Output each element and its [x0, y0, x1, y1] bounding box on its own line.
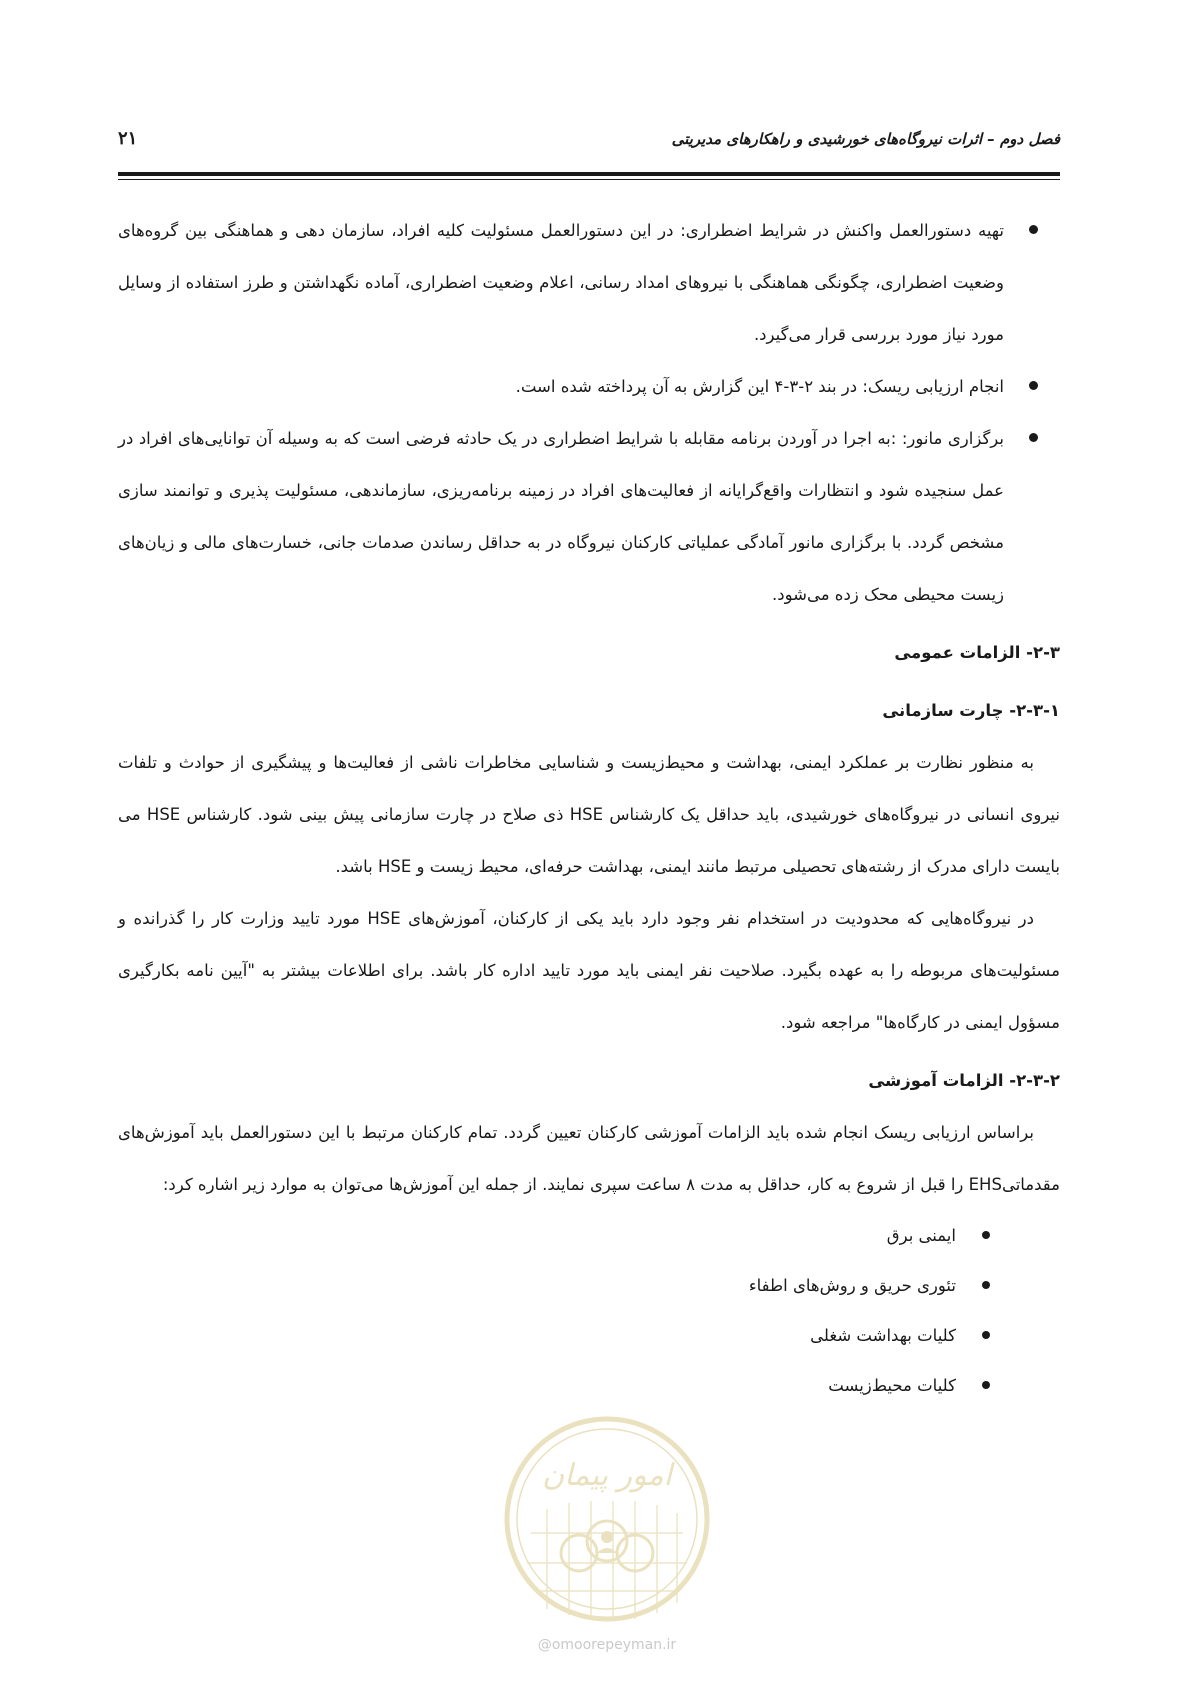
bullet-icon: [1029, 225, 1038, 234]
page-header: [118, 130, 1060, 156]
topic-text: ایمنی برق: [886, 1226, 956, 1245]
section-heading-org-chart: ۲-۳-۱- چارت سازمانی: [882, 701, 1060, 720]
bullet-text: انجام ارزیابی ریسک: در بند ۲-۳-۴ این گزارش به آن پرداخته شده است.: [515, 377, 1004, 396]
list-item: [118, 1261, 1060, 1311]
bullet-text: تهیه دستورالعمل واکنش در شرایط اضطراری: در این دستورالعمل مسئولیت کلیه افراد، سازمان دهی و هماهنگی بین گروه‌های وضعیت اضطراری، چگونگی هماهنگی با نیروهای امداد رسانی، اعلام وضعیت اضطراری، آماده نگهداشتن و طرز استفاده از وسایل مورد نیاز مورد بررسی قرار می‌گیرد.: [118, 221, 1004, 344]
section-heading-general-requirements: ۲-۳- الزامات عمومی: [894, 643, 1060, 662]
emergency-bullet-list: [118, 205, 1060, 621]
bullet-icon: [1029, 381, 1038, 390]
bullet-icon: [982, 1381, 990, 1389]
org-chart-paragraph-1: به منظور نظارت بر عملکرد ایمنی، بهداشت و محیط‌زیست و شناسایی مخاطرات ناشی از فعالیت‌ها و پیشگیری از حوادث و تلفات نیروی انسانی در نیروگاه‌های خورشیدی، باید حداقل یک کارشناس HSE ذی صلاح در چارت سازمانی پیش بینی شود. کارشناس HSE می بایست دارای مدرک از رشته‌های تحصیلی مرتبط مانند ایمنی، بهداشت حرفه‌ای، محیط زیست و HSE باشد.: [118, 753, 1061, 876]
body-content: [118, 205, 1060, 1411]
topic-text: کلیات بهداشت شغلی: [810, 1326, 956, 1345]
page-number: ۲۱: [118, 128, 138, 149]
list-item: [118, 1211, 1060, 1261]
header-rule-thin: [118, 179, 1060, 180]
svg-text:امور پیمان: امور پیمان: [542, 1458, 672, 1493]
list-item: [118, 361, 1060, 413]
list-item: [118, 1311, 1060, 1361]
topic-text: کلیات محیط‌زیست: [828, 1376, 956, 1395]
list-item: [118, 205, 1060, 361]
bullet-icon: [982, 1281, 990, 1289]
list-item: [118, 413, 1060, 621]
chapter-title: فصل دوم – اثرات نیروگاه‌های خورشیدی و راهکارهای مدیریتی: [671, 130, 1060, 148]
training-paragraph: براساس ارزیابی ریسک انجام شده باید الزامات آموزشی کارکنان تعیین گردد. تمام کارکنان مرتبط با این دستورالعمل باید آموزش‌های مقدماتیEHS را قبل از شروع به کار، حداقل به مدت ۸ ساعت سپری نمایند. از جمله این آموزش‌ها می‌توان به موارد زیر اشاره کرد:: [118, 1123, 1060, 1194]
watermark-logo: [501, 1413, 713, 1625]
list-item: [118, 1361, 1060, 1411]
bullet-icon: [1029, 433, 1038, 442]
section-heading-training: ۲-۳-۲- الزامات آموزشی: [868, 1071, 1060, 1090]
header-rule-thick: [118, 172, 1060, 176]
bullet-icon: [982, 1331, 990, 1339]
bullet-icon: [982, 1231, 990, 1239]
bullet-text: برگزاری مانور: :به اجرا در آوردن برنامه مقابله با شرایط اضطراری در یک حادثه فرضی است که به وسیله آن توانایی‌های افراد در عمل سنجیده شود و انتظارات واقع‌گرایانه از فعالیت‌های افراد در زمینه برنامه‌ریزی، سازماندهی، مسئولیت پذیری و توانمند سازی مشخص گردد. با برگزاری مانور آمادگی عملیاتی کارکنان نیروگاه در به حداقل رساندن صدمات جانی، خسارت‌های مالی و زیان‌های زیست محیطی محک زده می‌شود.: [118, 429, 1004, 604]
org-chart-paragraph-2: در نیروگاه‌هایی که محدودیت در استخدام نفر وجود دارد باید یکی از کارکنان، آموزش‌های HSE مورد تایید وزارت کار را گذرانده و مسئولیت‌های مربوطه را به عهده بگیرد. صلاحیت نفر ایمنی باید مورد تایید اداره کار باشد. برای اطلاعات بیشتر به "آیین نامه بکارگیری مسؤول ایمنی در کارگاه‌ها" مراجعه شود.: [118, 909, 1060, 1032]
watermark-url: @omoorepeyman.ir: [537, 1637, 677, 1653]
training-topics-list: [118, 1211, 1060, 1411]
topic-text: تئوری حریق و روش‌های اطفاء: [748, 1276, 956, 1295]
